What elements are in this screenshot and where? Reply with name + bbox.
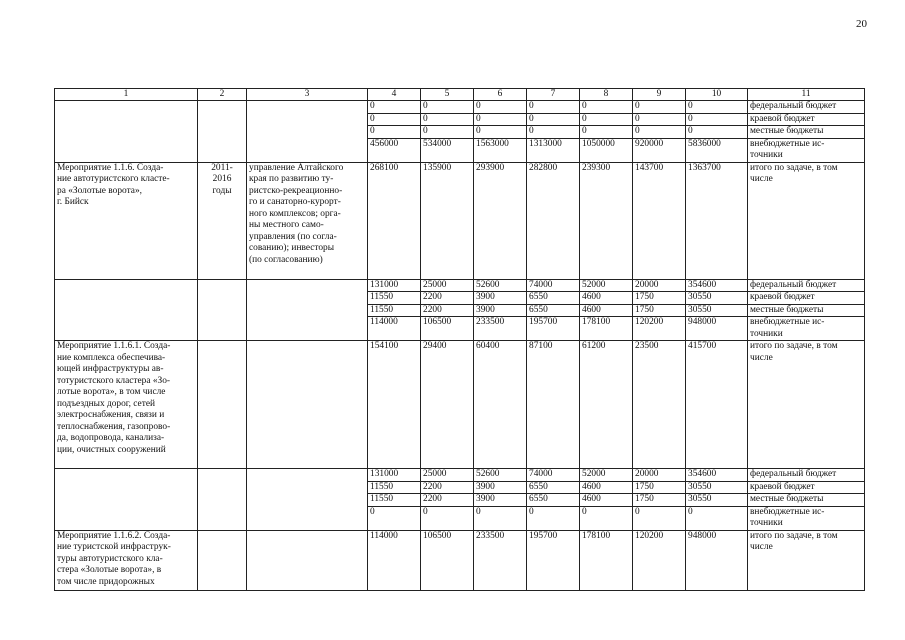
budget-table <box>54 88 865 591</box>
amount-cell: 29400 <box>421 341 474 469</box>
amount-cell: 2200 <box>421 494 474 507</box>
amount-cell: 195700 <box>527 530 580 590</box>
amount-cell: 178100 <box>580 317 633 341</box>
amount-cell: 6550 <box>527 304 580 317</box>
measure-cell: Мероприятие 1.1.6.1. Созда- ние комплекса обеспечива- ющей инфраструктуры ав- тотуристского кластера «Зо- лотые ворота», в том числе подъездных дорог, сетей электроснабжения, связи и теплоснабжения, газопрово- да, водопровода, канализа- ции, очистных сооружений <box>55 341 198 469</box>
amount-cell: 3900 <box>474 481 527 494</box>
amount-cell: 131000 <box>368 469 421 482</box>
amount-cell: 11550 <box>368 304 421 317</box>
amount-cell: 131000 <box>368 279 421 292</box>
amount-cell: 0 <box>686 113 748 126</box>
amount-cell: 0 <box>633 113 686 126</box>
measure-cell <box>55 101 198 163</box>
amount-cell: 30550 <box>686 292 748 305</box>
amount-cell: 0 <box>368 506 421 530</box>
amount-cell: 143700 <box>633 162 686 279</box>
amount-cell: 4600 <box>580 292 633 305</box>
amount-cell: 114000 <box>368 530 421 590</box>
funding-source-cell: краевой бюджет <box>748 113 865 126</box>
amount-cell: 0 <box>421 506 474 530</box>
amount-cell: 11550 <box>368 494 421 507</box>
executor-cell <box>247 469 368 531</box>
amount-cell: 0 <box>527 126 580 139</box>
amount-cell: 0 <box>527 113 580 126</box>
amount-cell: 0 <box>527 101 580 114</box>
amount-cell: 106500 <box>421 530 474 590</box>
executor-cell <box>247 279 368 341</box>
amount-cell: 3900 <box>474 304 527 317</box>
funding-source-cell: итого по задаче, в том числе <box>748 530 865 590</box>
amount-cell: 233500 <box>474 530 527 590</box>
column-header: 7 <box>527 89 580 101</box>
amount-cell: 52000 <box>580 279 633 292</box>
column-header: 4 <box>368 89 421 101</box>
funding-source-cell: внебюджетные ис- точники <box>748 317 865 341</box>
amount-cell: 456000 <box>368 138 421 162</box>
amount-cell: 74000 <box>527 279 580 292</box>
amount-cell: 114000 <box>368 317 421 341</box>
amount-cell: 195700 <box>527 317 580 341</box>
amount-cell: 0 <box>633 126 686 139</box>
amount-cell: 3900 <box>474 494 527 507</box>
funding-source-cell: итого по задаче, в том числе <box>748 162 865 279</box>
measure-cell <box>55 279 198 341</box>
amount-cell: 0 <box>368 101 421 114</box>
funding-source-cell: федеральный бюджет <box>748 469 865 482</box>
amount-cell: 52600 <box>474 279 527 292</box>
table-row <box>55 530 865 590</box>
amount-cell: 11550 <box>368 481 421 494</box>
amount-cell: 0 <box>580 101 633 114</box>
amount-cell: 0 <box>474 101 527 114</box>
funding-source-cell: местные бюджеты <box>748 304 865 317</box>
measure-cell: Мероприятие 1.1.6.2. Созда- ние туристской инфраструк- туры автотуристского кла- стера «Золотые ворота», в том числе придорожных <box>55 530 198 590</box>
amount-cell: 11550 <box>368 292 421 305</box>
amount-cell: 4600 <box>580 481 633 494</box>
amount-cell: 0 <box>474 506 527 530</box>
amount-cell: 282800 <box>527 162 580 279</box>
amount-cell: 5836000 <box>686 138 748 162</box>
column-header: 3 <box>247 89 368 101</box>
amount-cell: 0 <box>421 113 474 126</box>
amount-cell: 948000 <box>686 317 748 341</box>
table-row <box>55 162 865 279</box>
page-number: 20 <box>856 18 867 30</box>
amount-cell: 534000 <box>421 138 474 162</box>
amount-cell: 52600 <box>474 469 527 482</box>
executor-cell <box>247 341 368 469</box>
table-body <box>55 101 865 591</box>
amount-cell: 30550 <box>686 494 748 507</box>
period-cell <box>198 279 247 341</box>
amount-cell: 0 <box>580 126 633 139</box>
executor-cell: управление Алтайского края по развитию ту- ристско-рекреационно- го и санаторно-курорт- ного комплексов; орга- ны местного само- управления (по согла- сованию); инвесторы (по согласованию) <box>247 162 368 279</box>
amount-cell: 0 <box>633 101 686 114</box>
amount-cell: 354600 <box>686 469 748 482</box>
executor-cell <box>247 530 368 590</box>
amount-cell: 0 <box>527 506 580 530</box>
amount-cell: 4600 <box>580 494 633 507</box>
amount-cell: 268100 <box>368 162 421 279</box>
amount-cell: 0 <box>421 101 474 114</box>
amount-cell: 178100 <box>580 530 633 590</box>
amount-cell: 6550 <box>527 481 580 494</box>
amount-cell: 0 <box>368 113 421 126</box>
measure-cell: Мероприятие 1.1.6. Созда- ние автотуристского класте- ра «Золотые ворота», г. Бийск <box>55 162 198 279</box>
amount-cell: 0 <box>474 126 527 139</box>
funding-source-cell: федеральный бюджет <box>748 101 865 114</box>
amount-cell: 0 <box>368 126 421 139</box>
amount-cell: 2200 <box>421 304 474 317</box>
amount-cell: 106500 <box>421 317 474 341</box>
column-header: 9 <box>633 89 686 101</box>
amount-cell: 2200 <box>421 292 474 305</box>
amount-cell: 1563000 <box>474 138 527 162</box>
period-cell <box>198 341 247 469</box>
column-header: 5 <box>421 89 474 101</box>
amount-cell: 20000 <box>633 469 686 482</box>
amount-cell: 1750 <box>633 304 686 317</box>
table-row <box>55 341 865 469</box>
amount-cell: 60400 <box>474 341 527 469</box>
amount-cell: 23500 <box>633 341 686 469</box>
column-header: 2 <box>198 89 247 101</box>
amount-cell: 415700 <box>686 341 748 469</box>
executor-cell <box>247 101 368 163</box>
funding-source-cell: внебюджетные ис- точники <box>748 506 865 530</box>
column-header: 11 <box>748 89 865 101</box>
amount-cell: 0 <box>686 126 748 139</box>
amount-cell: 6550 <box>527 494 580 507</box>
funding-source-cell: итого по задаче, в том числе <box>748 341 865 469</box>
funding-source-cell: местные бюджеты <box>748 126 865 139</box>
period-cell <box>198 101 247 163</box>
column-header: 1 <box>55 89 198 101</box>
period-cell <box>198 469 247 531</box>
amount-cell: 1750 <box>633 292 686 305</box>
amount-cell: 1750 <box>633 481 686 494</box>
funding-source-cell: краевой бюджет <box>748 481 865 494</box>
amount-cell: 1313000 <box>527 138 580 162</box>
amount-cell: 6550 <box>527 292 580 305</box>
amount-cell: 20000 <box>633 279 686 292</box>
column-header: 8 <box>580 89 633 101</box>
amount-cell: 25000 <box>421 469 474 482</box>
measure-cell <box>55 469 198 531</box>
amount-cell: 0 <box>580 113 633 126</box>
amount-cell: 3900 <box>474 292 527 305</box>
funding-source-cell: местные бюджеты <box>748 494 865 507</box>
funding-source-cell: внебюджетные ис- точники <box>748 138 865 162</box>
amount-cell: 25000 <box>421 279 474 292</box>
amount-cell: 120200 <box>633 530 686 590</box>
header-row <box>55 89 865 101</box>
amount-cell: 293900 <box>474 162 527 279</box>
amount-cell: 135900 <box>421 162 474 279</box>
amount-cell: 0 <box>580 506 633 530</box>
amount-cell: 1050000 <box>580 138 633 162</box>
amount-cell: 239300 <box>580 162 633 279</box>
table-row <box>55 101 865 114</box>
table-row <box>55 469 865 482</box>
amount-cell: 52000 <box>580 469 633 482</box>
amount-cell: 0 <box>686 506 748 530</box>
amount-cell: 2200 <box>421 481 474 494</box>
amount-cell: 233500 <box>474 317 527 341</box>
amount-cell: 87100 <box>527 341 580 469</box>
amount-cell: 30550 <box>686 304 748 317</box>
amount-cell: 4600 <box>580 304 633 317</box>
table-header <box>55 89 865 101</box>
amount-cell: 0 <box>633 506 686 530</box>
period-cell <box>198 530 247 590</box>
table-row <box>55 279 865 292</box>
funding-source-cell: федеральный бюджет <box>748 279 865 292</box>
amount-cell: 920000 <box>633 138 686 162</box>
period-cell: 2011- 2016 годы <box>198 162 247 279</box>
funding-source-cell: краевой бюджет <box>748 292 865 305</box>
column-header: 6 <box>474 89 527 101</box>
column-header: 10 <box>686 89 748 101</box>
amount-cell: 948000 <box>686 530 748 590</box>
amount-cell: 0 <box>474 113 527 126</box>
amount-cell: 0 <box>421 126 474 139</box>
amount-cell: 30550 <box>686 481 748 494</box>
amount-cell: 74000 <box>527 469 580 482</box>
amount-cell: 1750 <box>633 494 686 507</box>
amount-cell: 354600 <box>686 279 748 292</box>
amount-cell: 154100 <box>368 341 421 469</box>
amount-cell: 1363700 <box>686 162 748 279</box>
amount-cell: 61200 <box>580 341 633 469</box>
amount-cell: 120200 <box>633 317 686 341</box>
amount-cell: 0 <box>686 101 748 114</box>
